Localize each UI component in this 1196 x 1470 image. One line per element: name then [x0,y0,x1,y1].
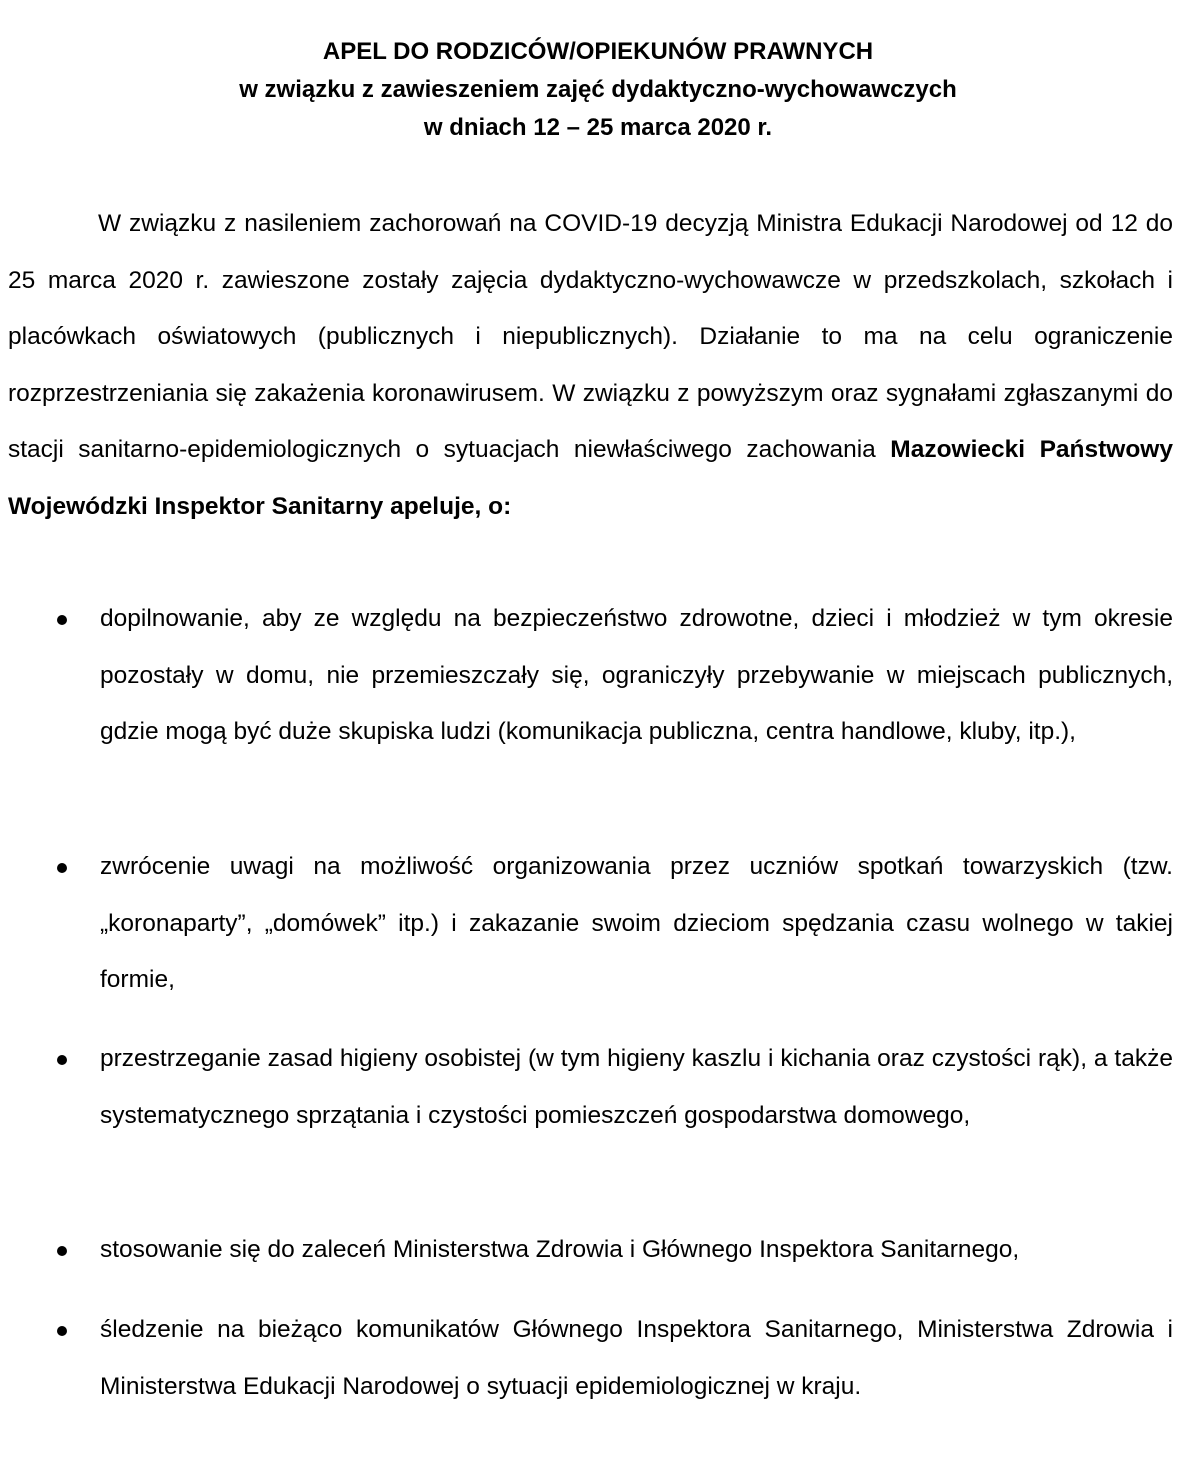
list-item [100,839,1173,1009]
bullet-icon [55,1302,69,1359]
document-heading [0,33,1196,147]
intro-text: W związku z nasileniem zachorowań na COVID-19 decyzją Ministra Edukacji Narodowej od 12 do 25 marca 2020 r. zawieszone zostały zajęcia dydaktyczno-wychowawcze w przedszkolach, szkołach i placówkach oświatowych (publicznych i niepublicznych). Działanie to ma na celu ograniczenie rozprzestrzeniania się zakażenia koronawirusem. W związku z powyższym oraz sygnałami zgłaszanymi do stacji sanitarno-epidemiologicznych o sytuacjach niewłaściwego zachowania [8,210,1173,463]
list-item [100,1031,1173,1144]
heading-line-3: w dniach 12 – 25 marca 2020 r. [423,114,773,141]
intro-bold-text: Mazowiecki Państwowy Wojewódzki Inspektor Sanitarny apeluje, o: [8,436,1173,520]
list-item-text: śledzenie na bieżąco komunikatów Głównego Inspektora Sanitarnego, Ministerstwa Zdrowia i Ministerstwa Edukacji Narodowej o sytuacji epidemiologicznej w kraju. [100,1316,1173,1400]
list-item [100,1302,1173,1415]
bullet-icon [55,591,69,648]
list-item [100,1222,1173,1279]
heading-line-2: w związku z zawieszeniem zajęć dydaktyczno-wychowawczych [239,76,957,103]
bullet-icon [55,839,69,896]
intro-paragraph [8,196,1173,535]
list-item-text: dopilnowanie, aby ze względu na bezpieczeństwo zdrowotne, dzieci i młodzież w tym okresie pozostały w domu, nie przemieszczały się, ograniczyły przebywanie w miejscach publicznych, gdzie mogą być duże skupiska ludzi (komunikacja publiczna, centra handlowe, kluby, itp.), [100,605,1173,745]
list-item-text: stosowanie się do zaleceń Ministerstwa Zdrowia i Głównego Inspektora Sanitarnego, [100,1236,1020,1263]
list-item-text: przestrzeganie zasad higieny osobistej (w tym higieny kaszlu i kichania oraz czystości rąk), a także systematycznego sprzątania i czystości pomieszczeń gospodarstwa domowego, [100,1045,1173,1129]
heading-line-1: APEL DO RODZICÓW/OPIEKUNÓW PRAWNYCH [322,38,874,65]
list-item [100,591,1173,761]
list-item-text: zwrócenie uwagi na możliwość organizowania przez uczniów spotkań towarzyskich (tzw. „koronaparty”, „domówek” itp.) i zakazanie swoim dzieciom spędzania czasu wolnego w takiej formie, [100,853,1173,993]
bullet-icon [55,1222,69,1279]
bullet-icon [55,1031,69,1088]
